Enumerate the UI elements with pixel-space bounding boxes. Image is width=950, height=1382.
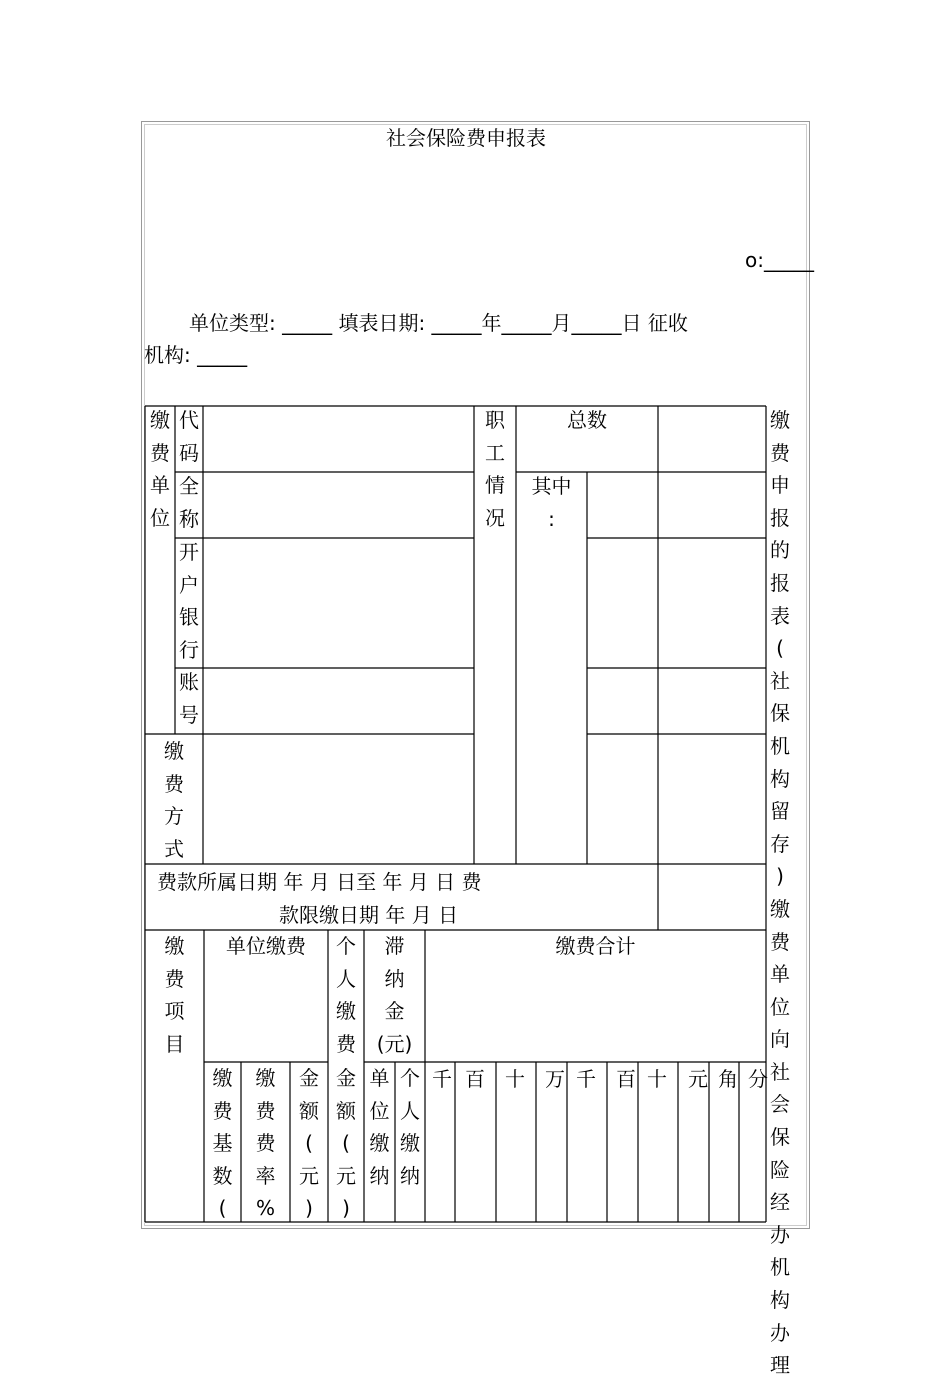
form-number: o:_____ [745,248,814,272]
unit-late-header: 单 位 缴 纳 [369,1066,390,1188]
bank-label: 开 户 银 行 [179,540,199,662]
full-name-field[interactable] [204,473,473,537]
digit-yuan: 元 [688,1067,708,1091]
form-header-line2: 机构: _____ [144,343,248,367]
personal-payment-header: 个 人 缴 费 [336,934,356,1056]
account-field[interactable] [204,669,473,733]
digit-jiao: 角 [718,1067,738,1091]
form-header-line1: 单位类型: _____ 填表日期: _____年_____月_____日 征收 [189,311,688,335]
unit-amount-header: 金 额 ( 元 ) [299,1066,319,1221]
late-fee-header: 滞 纳 金 (元) [376,934,413,1056]
total-field[interactable] [659,407,765,471]
digit-bai: 百 [465,1067,485,1091]
personal-late-header: 个 人 缴 纳 [400,1066,420,1188]
fee-period-line1: 费款所属日期 年 月 日至 年 月 日 费 [157,870,482,894]
digit-shi-2: 十 [647,1067,667,1091]
payment-item-label: 缴 费 项 目 [164,934,185,1056]
payment-method-label: 缴 费 方 式 [164,739,184,861]
base-header: 缴 费 基 数 ( [212,1066,233,1221]
payer-unit-label: 缴 费 单 位 [150,408,170,530]
digit-shi: 十 [505,1067,525,1091]
unit-payment-header: 单位缴费 [226,934,306,958]
digit-bai-2: 百 [616,1067,636,1091]
digit-qian-2: 千 [576,1067,596,1091]
code-label: 代 码 [179,408,199,465]
rate-header: 缴 费 费 率 % [255,1066,276,1221]
personal-amount-header: 金 额 ( 元 ) [336,1066,356,1221]
fee-period-line2: 款限缴日期 年 月 日 [279,903,459,927]
full-name-label: 全 称 [179,474,199,531]
payment-method-field[interactable] [204,735,473,863]
total-payment-header: 缴费合计 [555,934,636,958]
digit-fen: 分 [748,1067,768,1091]
form-title: 社会保险费申报表 [386,126,546,150]
account-label: 账 号 [179,670,199,727]
code-field[interactable] [204,407,473,471]
digit-wan: 万 [545,1067,565,1091]
employee-status-label: 职 工 情 况 [485,408,505,530]
total-label: 总数 [567,408,607,432]
of-which-label: 其中 : [531,474,572,531]
side-note: 缴 费 申 报 的 报 表 ( 社 保 机 构 留 存 ) 缴 费 单 位 向 社 会 保 险 经 办 机 构 办 理 [770,408,790,1378]
bank-field[interactable] [204,539,473,667]
digit-qian: 千 [432,1067,452,1091]
